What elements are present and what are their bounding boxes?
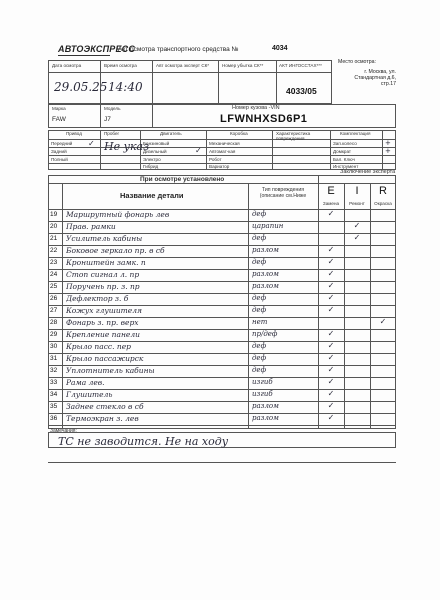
row-number: 28: [50, 319, 58, 326]
vin-value: LFWNHXSD6P1: [220, 113, 308, 125]
installed-header: При осмотре установлено: [140, 176, 225, 183]
engine-electric: Электро: [143, 157, 161, 162]
gearbox-header: Коробка: [230, 131, 248, 136]
equip-spare-mark: +: [385, 139, 391, 147]
gearbox-cvt: Вариатор: [209, 164, 230, 169]
row-number: 32: [50, 367, 58, 374]
row-replace-mark: ✓: [327, 281, 335, 290]
act-label: АКТ ИНГОССТАХ***: [279, 63, 322, 68]
row-number: 26: [50, 295, 58, 302]
row-number: 35: [50, 403, 58, 410]
loss-label: Номер убытка СК**: [222, 63, 264, 68]
row-damage-type: деф: [252, 234, 267, 242]
model-label: Модель: [104, 106, 121, 111]
row-number: 29: [50, 331, 58, 338]
equip-spare-wheel: Зап.колесо: [333, 141, 357, 146]
row-damage-type: разлом: [252, 246, 279, 254]
equip-jack: Домкрат: [333, 149, 351, 154]
row-number: 25: [50, 283, 58, 290]
row-damage-type: деф: [252, 342, 267, 350]
row-replace-mark: ✓: [327, 269, 335, 278]
row-replace-mark: ✓: [327, 257, 335, 266]
col-i-sub: Ремонт: [349, 201, 365, 206]
row-part-name: Уплотнитель кабины: [66, 366, 155, 375]
row-part-name: Термоэкран з. лев: [66, 414, 139, 423]
row-repair-mark: ✓: [353, 233, 361, 242]
col-part-name: Название детали: [120, 191, 184, 200]
equip-tools: Инструмент: [333, 164, 359, 169]
row-number: 19: [50, 211, 58, 218]
row-number: 22: [50, 247, 58, 254]
engine-header: Двигатель: [160, 131, 182, 136]
vin-label: Номер кузова -VIN: [232, 105, 280, 111]
row-replace-mark: ✓: [327, 245, 335, 254]
drive-full: Полный: [51, 157, 68, 162]
expert-label: Авт осмотра эксперт СК*: [156, 63, 210, 68]
brand-label: Марка: [52, 106, 66, 111]
time-label: Время осмотра: [104, 63, 137, 68]
engine-diesel: Дизельный: [143, 149, 167, 154]
row-damage-type: разлом: [252, 402, 279, 410]
gearbox-robot: Робот: [209, 157, 222, 162]
row-part-name: Заднее стекло в сб: [66, 402, 144, 411]
gearbox-manual: Механическая: [209, 141, 240, 146]
row-number: 23: [50, 259, 58, 266]
engine-hybrid: Гибрид: [143, 164, 159, 169]
date-value: 29.05.25: [54, 80, 108, 94]
row-replace-mark: ✓: [327, 305, 335, 314]
row-replace-mark: ✓: [327, 341, 335, 350]
row-replace-mark: ✓: [327, 329, 335, 338]
row-replace-mark: ✓: [327, 209, 335, 218]
row-number: 36: [50, 415, 58, 422]
row-damage-type: изгиб: [252, 378, 273, 386]
row-part-name: Рама лев.: [66, 378, 105, 387]
row-damage-type: разлом: [252, 282, 279, 290]
row-number: 31: [50, 355, 58, 362]
row-damage-type: деф: [252, 294, 267, 302]
row-replace-mark: ✓: [327, 293, 335, 302]
notes-label: Замечания:: [50, 428, 77, 434]
row-replace-mark: ✓: [327, 401, 335, 410]
engine-petrol: Бензиновый: [143, 141, 170, 146]
date-label: Дата осмотра: [52, 63, 82, 68]
row-damage-type: царапин: [252, 222, 284, 230]
row-part-name: Кронштейн замк. п: [66, 258, 146, 267]
row-part-name: Дефлектор з. б: [66, 294, 129, 303]
gearbox-auto: Автомат-кая: [209, 149, 236, 154]
mileage-header: Пробег: [104, 131, 120, 136]
row-part-name: Боковое зеркало пр. в сб: [66, 246, 165, 255]
row-part-name: Прав. рамки: [66, 222, 116, 231]
row-damage-type: деф: [252, 306, 267, 314]
row-damage-type: разлом: [252, 270, 279, 278]
col-damage-type: Тип повреждения (описание см.Ниже: [259, 187, 307, 199]
row-part-name: Крыло пасс. пер: [66, 342, 131, 351]
row-damage-type: деф: [252, 354, 267, 362]
row-damage-type: нет: [252, 318, 268, 326]
row-part-name: Усилитель кабины: [66, 234, 143, 243]
document-title: Акт осмотра транспортного средства №: [118, 46, 239, 53]
equip-wheel-key: Бал. Ключ: [333, 157, 355, 162]
expert-conclusion-header: Заключение эксперта: [340, 169, 396, 175]
row-repair-mark: ✓: [353, 221, 361, 230]
row-replace-mark: ✓: [327, 389, 335, 398]
engine-check-mark: ✓: [195, 146, 202, 155]
col-r: R: [379, 185, 387, 197]
row-damage-type: разлом: [252, 414, 279, 422]
row-replace-mark: ✓: [327, 413, 335, 422]
col-r-sub: Окраска: [374, 201, 392, 206]
equip-jack-mark: +: [385, 147, 391, 155]
mileage-value: Не указ: [104, 140, 150, 153]
row-number: 24: [50, 271, 58, 278]
row-number: 33: [50, 379, 58, 386]
row-number: 21: [50, 235, 58, 242]
row-damage-type: деф: [252, 366, 267, 374]
document-number: 4034: [272, 45, 288, 52]
place-label: Место осмотра:: [338, 59, 376, 65]
row-damage-type: деф: [252, 210, 267, 218]
drive-check-mark: ✓: [88, 139, 95, 148]
col-e-sub: Замена: [322, 201, 340, 206]
row-part-name: Кожух глушителя: [66, 306, 142, 315]
logo-underline: [58, 55, 110, 56]
row-replace-mark: ✓: [327, 365, 335, 374]
row-divider: [48, 425, 396, 426]
brand-value: FAW: [52, 116, 66, 123]
row-part-name: Крыло пассажирск: [66, 354, 144, 363]
row-part-name: Крепление панели: [66, 330, 140, 339]
model-value: J7: [104, 116, 111, 123]
row-paint-mark: ✓: [379, 317, 387, 326]
drive-rear: Задний: [51, 149, 67, 154]
row-part-name: Стоп сигнал л. пр: [66, 270, 140, 279]
company-logo: АВТОЭКСПРЕСС: [58, 44, 136, 54]
row-number: 34: [50, 391, 58, 398]
row-damage-type: изгиб: [252, 390, 273, 398]
row-part-name: Фонарь з. пр. верх: [66, 318, 139, 327]
row-number: 27: [50, 307, 58, 314]
col-i: I: [355, 185, 359, 197]
row-damage-type: деф: [252, 258, 267, 266]
row-part-name: Глушитель: [66, 390, 113, 399]
row-number: 30: [50, 343, 58, 350]
place-value: г. Москва, ул. Стандартная д.6, стр.17: [354, 69, 396, 87]
row-part-name: Поручень пр. з. пр: [66, 282, 140, 291]
col-e: E: [327, 185, 335, 197]
drive-header: Привод: [66, 131, 82, 136]
row-replace-mark: ✓: [327, 353, 335, 362]
row-damage-type: пр/деф: [252, 330, 278, 338]
notes-text: ТС не заводится. Не на ходу: [58, 435, 229, 448]
time-value: 14:40: [108, 80, 143, 94]
damage-char-header: Характеристика повреждения: [276, 131, 311, 142]
act-value: 4033/05: [286, 86, 317, 96]
row-replace-mark: ✓: [327, 377, 335, 386]
drive-front: Передний: [51, 141, 73, 146]
equipment-header: Комплектация: [340, 131, 371, 136]
row-number: 20: [50, 223, 58, 230]
row-part-name: Маршрутный фонарь лев: [66, 210, 170, 219]
